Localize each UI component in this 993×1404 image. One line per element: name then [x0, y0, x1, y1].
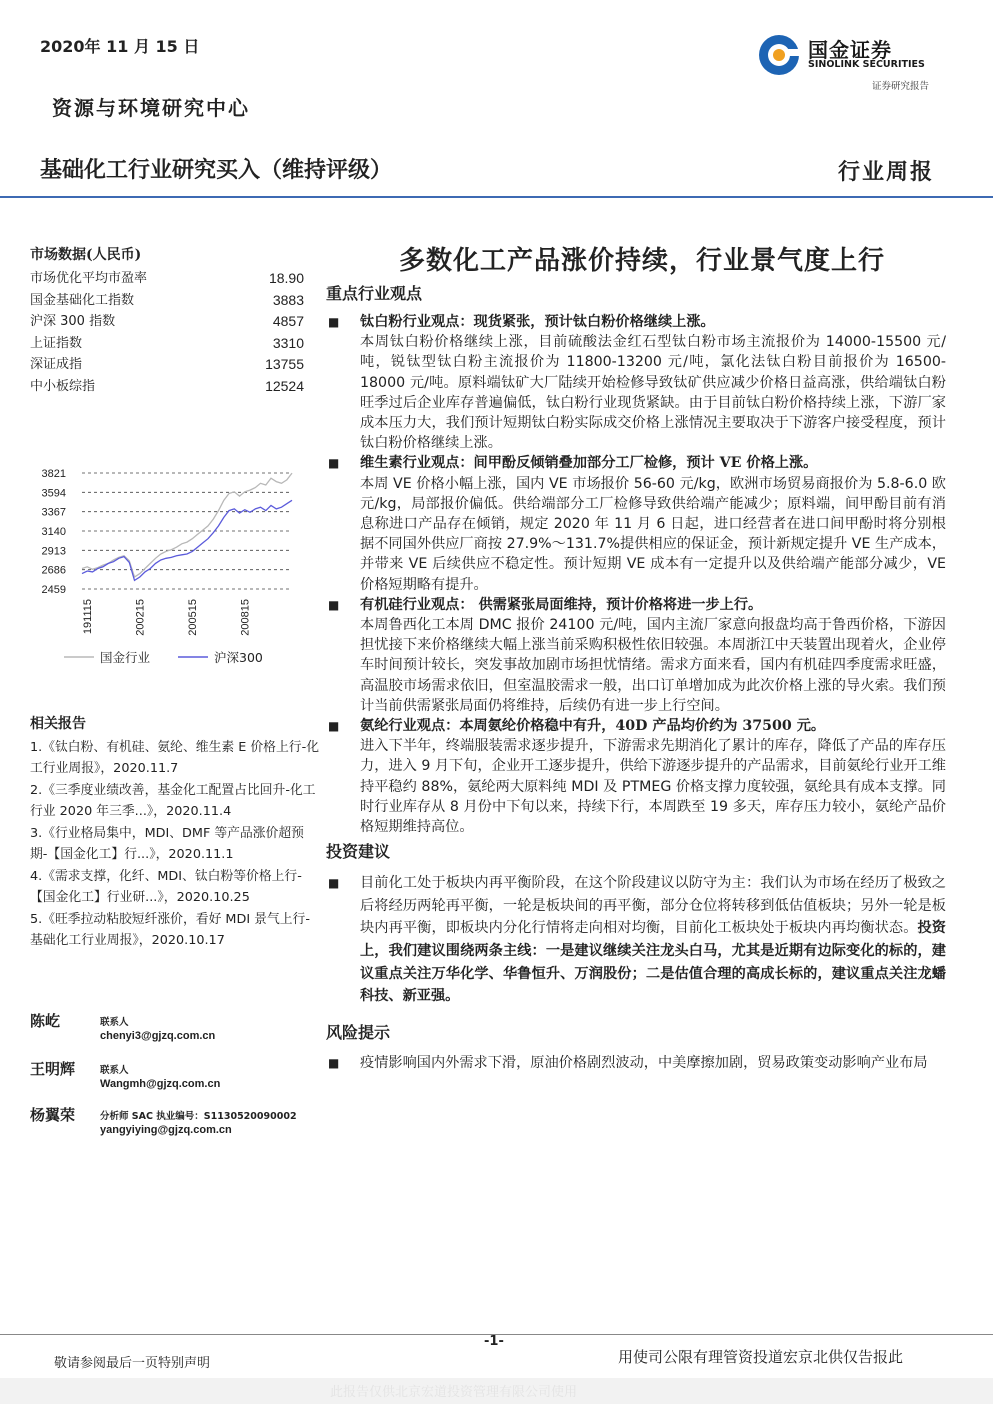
market-data-panel — [30, 244, 320, 397]
report-type: 行业周报 — [838, 159, 935, 185]
chart-y-tick-label: 2459 — [41, 584, 66, 596]
market-row — [30, 376, 320, 398]
analyst-card — [30, 1104, 320, 1144]
market-value: 4857 — [272, 313, 304, 329]
chart-y-tick-label: 3594 — [41, 487, 66, 500]
footer-license: 用使司公限有理管资投道宏京北供仅告报此 — [618, 1348, 904, 1366]
bullet-heading: 有机硅行业观点： 供需紧张局面维持，预计价格将进一步上行。 — [360, 596, 763, 613]
related-reports — [30, 713, 320, 952]
market-value: 3883 — [272, 291, 304, 308]
bullet-titanium — [326, 312, 946, 453]
related-report-item[interactable]: 2.《三季度业绩改善，基金化工配置占比回升-化工行业 2020 年三季...》，2020.11.4 — [30, 783, 316, 819]
market-row — [30, 311, 320, 333]
bullet-body: 本周鲁西化工本周 DMC 报价 24100 元/吨，国内主流厂家意向报盘均高于鲁西价格，下游因担忧接下来价格继续大幅上涨当前采购积极性依旧较强。本周浙江中天装置出现着火，企业停车时间预计较长，突发事故加剧市场担忧情绪。需求方面来看，国内有机硅四季度需求旺盛，高温胶市场需求依旧，但室温胶需求一般，出口订单增加成为此次价格上涨的导火索。我们预计当前供需紧张局面仍将维持，后续仍有进一步上行空间。 — [360, 617, 946, 714]
analyst-role: 分析师 SAC 执业编号：S1130520090002 — [100, 1111, 297, 1122]
chart-y-tick-label: 3821 — [41, 468, 66, 480]
market-row — [30, 290, 320, 312]
footer-disclaimer: 敬请参阅最后一页特别声明 — [54, 1356, 211, 1371]
company-logo — [756, 30, 946, 94]
analyst-role: 联系人 — [100, 1017, 129, 1028]
index-line-chart — [30, 458, 310, 678]
bullet-body: 本周 VE 价格小幅上涨，国内 VE 市场报价 56-60 元/kg，欧洲市场贸易商报价为 5.8-6.0 欧元/kg，局部报价偏低。供给端部分工厂检修导致供给端产能减少；原料端，间甲酚目前有消息称进口产品存在倾销，规定 2020 年 11 月 6 日起，进口经营者在进口间甲酚时将分别根据不同国外供应厂商按 27.9%～131.7%提供相应的保证金，预计新规定提升 VE 生产成本，并带来 VE 后续供应不稳定性。预计短期 VE 成本有一定提升以及供给端产能部分减少，VE 价格短期略有提升。 — [360, 475, 946, 593]
market-label: 上证指数 — [30, 335, 83, 351]
analyst-email[interactable]: Wangmh@gjzq.com.cn — [100, 1078, 221, 1090]
bullet-body: 本周钛白粉价格继续上涨，目前硫酸法金红石型钛白粉市场主流报价为 14000-15500 元/吨，锐钛型钛白粉主流报价为 11800-13200 元/吨，氯化法钛白粉目前报价为 16500-18000 元/吨。原料端钛矿大厂陆续开始检修导致钛矿供应减少价格日益高涨，供给端钛白粉旺季过后企业库存普遍偏低，钛白粉行业现货紧缺。由于目前钛白粉价格持续上涨，下游厂家成本压力大，我们预计短期钛白粉实际成交价格上涨情况主要取决于下游客户接受程度，预计钛白粉价格继续上涨。 — [360, 334, 946, 452]
bullet-body: 进入下半年，终端服装需求逐步提升，下游需求先期消化了累计的库存，降低了产品的库存压力，进入 9 月下旬，企业开工逐步提升，供给下游逐步提升的产品需求，目前氨纶行业开工维持平稳约 88%，氨纶两大原料纯 MDI 及 PTMEG 价格支撑力度较强，氨纶具有成本支撑。同时行业库存从 8 月份中下旬以来，持续下行，本周跌至 19 多天，库存压力较小，氨纶产品价格短期维持高位。 — [360, 738, 946, 836]
header-divider — [0, 196, 993, 198]
market-row — [30, 333, 320, 355]
bullet-square-icon: ■ — [328, 456, 340, 471]
market-data-title: 市场数据(人民币) — [30, 247, 142, 263]
related-report-item[interactable]: 5.《旺季拉动粘胶短纤涨价，看好 MDI 景气上行-基础化工行业周报》，2020.10.17 — [30, 912, 310, 948]
related-report-item[interactable]: 3.《行业格局集中，MDI、DMF 等产品涨价超预期-【国金化工】行...》，2020.11.1 — [30, 826, 304, 862]
market-label: 中小板综指 — [30, 378, 96, 394]
bullet-vitamin — [326, 453, 946, 594]
logo-cn-text: 国金证券 — [808, 38, 892, 62]
chart-x-tick-label: 200215 — [134, 599, 147, 636]
main-content — [326, 240, 946, 1074]
market-value: 18.90 — [268, 270, 304, 286]
analyst-card — [30, 1010, 320, 1050]
research-center: 资源与环境研究中心 — [52, 96, 250, 120]
analyst-role: 联系人 — [100, 1065, 129, 1076]
bullet-square-icon: ■ — [328, 1055, 340, 1070]
market-label: 市场优化平均市盈率 — [30, 271, 148, 286]
bullet-spandex — [326, 716, 946, 837]
section-heading-investment: 投资建议 — [326, 842, 391, 862]
investment-body: 目前化工处于板块内再平衡阶段，在这个阶段建议以防守为主：我们认为市场在经历了极致之后将经历两轮再平衡，一轮是板块间的再平衡，部分仓位将转移到低估值板块；另外一轮是板块内再平衡，即板块内分化行情将走向相对均衡，目前化工板块处于板块内再均衡状态。 — [360, 875, 946, 937]
sinolink-logo-icon — [756, 32, 802, 78]
logo-sub-text: 证券研究报告 — [872, 81, 930, 92]
bullet-square-icon: ■ — [328, 876, 340, 891]
market-value: 12524 — [265, 377, 304, 394]
analyst-name: 杨翼荣 — [30, 1106, 76, 1124]
rating-line: 基础化工行业研究买入（维持评级） — [40, 158, 393, 183]
chart-legend-label: 沪深300 — [214, 650, 263, 665]
bullet-square-icon: ■ — [328, 597, 340, 612]
analyst-email[interactable]: yangyiying@gjzq.com.cn — [100, 1124, 232, 1136]
market-value: 3310 — [272, 334, 304, 351]
page-number: -1- — [484, 1334, 504, 1349]
section-heading-views: 重点行业观点 — [326, 284, 423, 303]
market-row — [30, 268, 320, 290]
market-label: 沪深 300 指数 — [30, 314, 116, 329]
bullet-risk — [326, 1053, 946, 1074]
analyst-name: 陈屹 — [30, 1012, 61, 1030]
market-label: 国金基础化工指数 — [30, 292, 135, 308]
bullet-heading: 维生素行业观点：间甲酚反倾销叠加部分工厂检修，预计 VE 价格上涨。 — [360, 455, 818, 472]
report-title: 多数化工产品涨价持续，行业景气度上行 — [398, 246, 885, 276]
market-label: 深证成指 — [30, 357, 83, 372]
analyst-email[interactable]: chenyi3@gjzq.com.cn — [100, 1030, 216, 1042]
chart-y-tick-label: 2686 — [41, 564, 66, 577]
bullet-silicone — [326, 595, 946, 716]
chart-x-tick-label: 200515 — [187, 599, 199, 636]
chart-y-tick-label: 3367 — [41, 506, 66, 519]
section-heading-risk: 风险提示 — [326, 1022, 391, 1042]
bullet-heading: 氨纶行业观点：本周氨纶价格稳中有升，40D 产品均价约为 37500 元。 — [360, 718, 826, 735]
chart-y-tick-label: 3140 — [41, 526, 66, 538]
related-report-item[interactable]: 4.《需求支撑，化纤、MDI、钛白粉等价格上行-【国金化工】行业研...》，2020.10.25 — [30, 869, 302, 905]
risk-body: 疫情影响国内外需求下滑，原油价格剧烈波动，中美摩擦加剧，贸易政策变动影响产业布局 — [360, 1054, 928, 1071]
chart-x-tick-label: 200815 — [239, 599, 252, 636]
bullet-investment — [326, 872, 946, 1008]
logo-en-text: SINOLINK SECURITIES — [808, 59, 925, 70]
related-report-item[interactable]: 1.《钛白粉、有机硅、氨纶、维生素 E 价格上行-化工行业周报》，2020.11.7 — [30, 740, 319, 776]
market-value: 13755 — [265, 356, 304, 372]
chart-series-line — [82, 500, 292, 580]
footer-watermark: 此报告仅供北京宏道投资管理有限公司使用 — [330, 1385, 578, 1400]
report-date: 2020年 11 月 15 日 — [40, 37, 200, 56]
investment-highlight: 投资上，我们建议围绕两条主线：一是建议继续关注龙头白马，尤其是近期有边际变化的标的，建议重点关注万华化学、华鲁恒升、万润股份；二是估值合理的高成长标的，建议重点关注龙蟠科技、新亚强。 — [360, 920, 946, 1005]
chart-legend-label: 国金行业 — [100, 650, 151, 665]
bullet-square-icon: ■ — [328, 719, 340, 734]
bullet-square-icon: ■ — [328, 315, 340, 329]
market-row — [30, 354, 320, 376]
related-reports-title: 相关报告 — [30, 716, 86, 732]
bullet-heading: 钛白粉行业观点：现货紧张，预计钛白粉价格继续上涨。 — [360, 314, 715, 330]
chart-x-tick-label: 191115 — [82, 599, 94, 635]
analyst-card — [30, 1058, 320, 1098]
chart-y-tick-label: 2913 — [41, 545, 66, 558]
analyst-name: 王明辉 — [30, 1060, 76, 1078]
